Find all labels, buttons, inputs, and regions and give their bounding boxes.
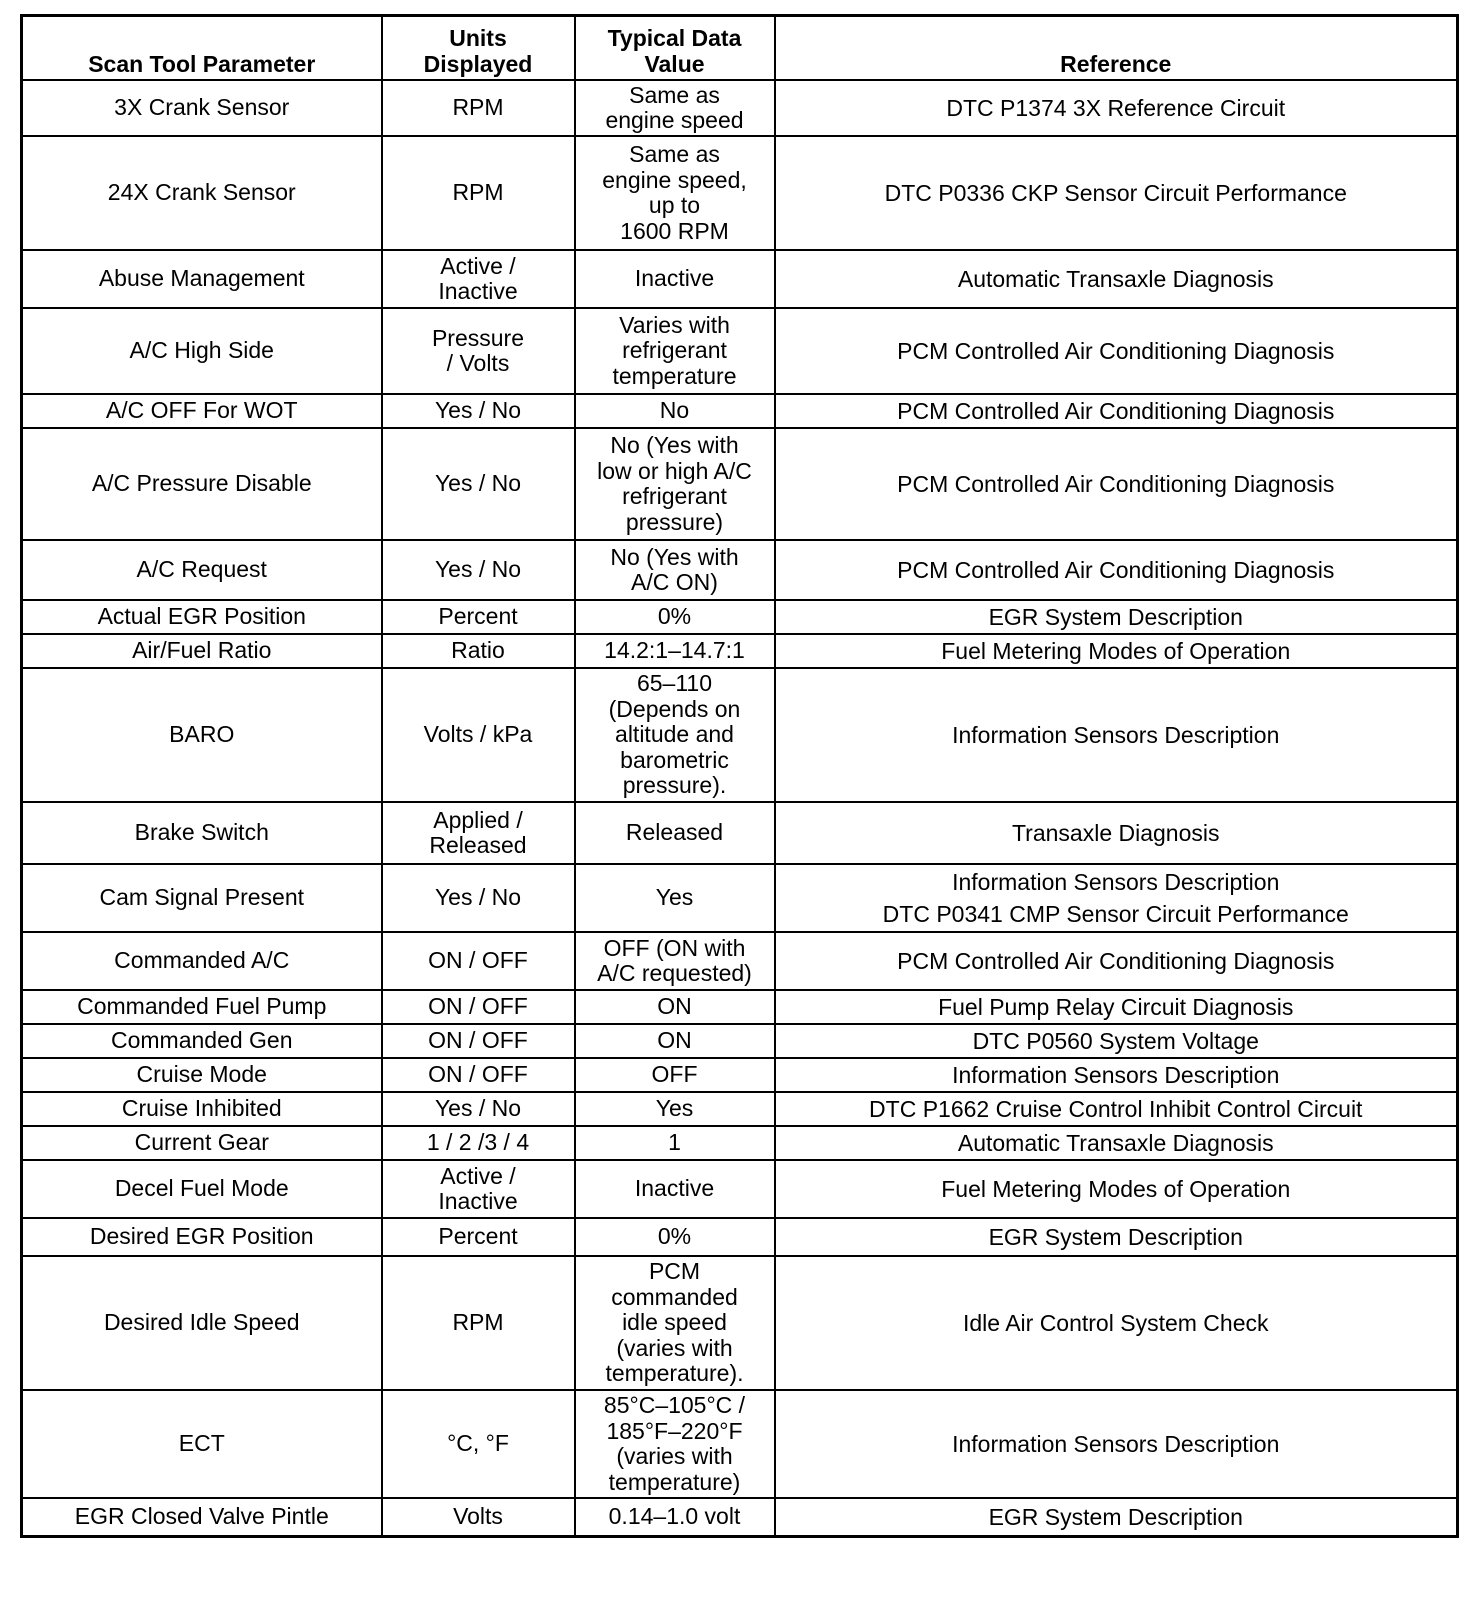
typical-value-cell: ON <box>575 990 775 1024</box>
units-cell: RPM <box>382 1256 575 1390</box>
table-row <box>22 308 1458 394</box>
reference-cell: DTC P0560 System Voltage <box>775 1024 1458 1058</box>
table-row <box>22 80 1458 136</box>
reference-cell: EGR System Description <box>775 1498 1458 1536</box>
typical-value-cell: Varies with refrigerant temperature <box>575 308 775 394</box>
column-header-parameter: Scan Tool Parameter <box>22 16 382 81</box>
reference-cell: Information Sensors Description <box>775 1390 1458 1498</box>
typical-value-cell: 0.14–1.0 volt <box>575 1498 775 1536</box>
typical-value-cell: 0% <box>575 600 775 634</box>
table-row <box>22 1390 1458 1498</box>
reference-cell: Idle Air Control System Check <box>775 1256 1458 1390</box>
typical-value-cell: No (Yes with low or high A/C refrigerant pressure) <box>575 428 775 540</box>
column-header-reference: Reference <box>775 16 1458 81</box>
reference-cell: PCM Controlled Air Conditioning Diagnosis <box>775 394 1458 428</box>
typical-value-cell: 0% <box>575 1218 775 1256</box>
reference-cell: EGR System Description <box>775 1218 1458 1256</box>
reference-cell: DTC P0336 CKP Sensor Circuit Performance <box>775 136 1458 250</box>
table-row <box>22 1058 1458 1092</box>
typical-value-cell: Released <box>575 802 775 864</box>
table-row <box>22 668 1458 802</box>
column-header-units: Units Displayed <box>382 16 575 81</box>
typical-value-cell: 1 <box>575 1126 775 1160</box>
typical-value-cell: Inactive <box>575 1160 775 1218</box>
parameter-cell: Desired Idle Speed <box>22 1256 382 1390</box>
parameter-cell: ECT <box>22 1390 382 1498</box>
parameter-cell: Commanded Fuel Pump <box>22 990 382 1024</box>
units-cell: Pressure / Volts <box>382 308 575 394</box>
reference-cell: Fuel Pump Relay Circuit Diagnosis <box>775 990 1458 1024</box>
table-row <box>22 1092 1458 1126</box>
units-cell: ON / OFF <box>382 1058 575 1092</box>
parameter-cell: A/C OFF For WOT <box>22 394 382 428</box>
units-cell: RPM <box>382 80 575 136</box>
typical-value-cell: Inactive <box>575 250 775 308</box>
parameter-cell: A/C Request <box>22 540 382 600</box>
table-row <box>22 250 1458 308</box>
typical-value-cell: 85°C–105°C / 185°F–220°F (varies with temperature) <box>575 1390 775 1498</box>
table-row <box>22 1160 1458 1218</box>
typical-value-cell: Same as engine speed, up to 1600 RPM <box>575 136 775 250</box>
table-row <box>22 634 1458 668</box>
units-cell: Ratio <box>382 634 575 668</box>
reference-cell: Fuel Metering Modes of Operation <box>775 1160 1458 1218</box>
parameter-cell: Current Gear <box>22 1126 382 1160</box>
units-cell: Yes / No <box>382 540 575 600</box>
table-row <box>22 1256 1458 1390</box>
table-row <box>22 1498 1458 1536</box>
table-row <box>22 394 1458 428</box>
typical-value-cell: No (Yes with A/C ON) <box>575 540 775 600</box>
units-cell: Yes / No <box>382 428 575 540</box>
reference-cell: Transaxle Diagnosis <box>775 802 1458 864</box>
typical-value-cell: Yes <box>575 864 775 932</box>
parameter-cell: Abuse Management <box>22 250 382 308</box>
reference-cell: Information Sensors Description <box>775 1058 1458 1092</box>
reference-cell: DTC P1374 3X Reference Circuit <box>775 80 1458 136</box>
units-cell: Percent <box>382 1218 575 1256</box>
reference-cell: PCM Controlled Air Conditioning Diagnosis <box>775 540 1458 600</box>
reference-cell: DTC P1662 Cruise Control Inhibit Control Circuit <box>775 1092 1458 1126</box>
reference-cell: Automatic Transaxle Diagnosis <box>775 250 1458 308</box>
reference-cell: PCM Controlled Air Conditioning Diagnosis <box>775 308 1458 394</box>
parameter-cell: Cruise Mode <box>22 1058 382 1092</box>
typical-value-cell: Yes <box>575 1092 775 1126</box>
parameter-cell: Brake Switch <box>22 802 382 864</box>
parameter-cell: Commanded Gen <box>22 1024 382 1058</box>
units-cell: ON / OFF <box>382 932 575 990</box>
units-cell: ON / OFF <box>382 1024 575 1058</box>
typical-value-cell: OFF (ON with A/C requested) <box>575 932 775 990</box>
parameter-cell: 24X Crank Sensor <box>22 136 382 250</box>
table-row <box>22 864 1458 932</box>
parameter-cell: Decel Fuel Mode <box>22 1160 382 1218</box>
parameter-cell: Cruise Inhibited <box>22 1092 382 1126</box>
table-header-row <box>22 16 1458 81</box>
reference-cell: EGR System Description <box>775 600 1458 634</box>
typical-value-cell: ON <box>575 1024 775 1058</box>
units-cell: Volts <box>382 1498 575 1536</box>
units-cell: Active / Inactive <box>382 1160 575 1218</box>
parameter-cell: Air/Fuel Ratio <box>22 634 382 668</box>
reference-cell: PCM Controlled Air Conditioning Diagnosis <box>775 932 1458 990</box>
table-row <box>22 990 1458 1024</box>
table-row <box>22 1126 1458 1160</box>
reference-cell: Information Sensors Description DTC P0341 CMP Sensor Circuit Performance <box>775 864 1458 932</box>
units-cell: Active / Inactive <box>382 250 575 308</box>
parameter-cell: BARO <box>22 668 382 802</box>
column-header-value: Typical Data Value <box>575 16 775 81</box>
reference-cell: Automatic Transaxle Diagnosis <box>775 1126 1458 1160</box>
units-cell: Applied / Released <box>382 802 575 864</box>
typical-value-cell: OFF <box>575 1058 775 1092</box>
reference-cell: Information Sensors Description <box>775 668 1458 802</box>
units-cell: Percent <box>382 600 575 634</box>
units-cell: RPM <box>382 136 575 250</box>
units-cell: °C, °F <box>382 1390 575 1498</box>
parameter-cell: Actual EGR Position <box>22 600 382 634</box>
typical-value-cell: No <box>575 394 775 428</box>
parameter-cell: EGR Closed Valve Pintle <box>22 1498 382 1536</box>
reference-cell: Fuel Metering Modes of Operation <box>775 634 1458 668</box>
parameter-cell: A/C High Side <box>22 308 382 394</box>
units-cell: Yes / No <box>382 394 575 428</box>
parameter-cell: Commanded A/C <box>22 932 382 990</box>
table-row <box>22 802 1458 864</box>
table-row <box>22 428 1458 540</box>
table-row <box>22 1024 1458 1058</box>
table-row <box>22 932 1458 990</box>
units-cell: Volts / kPa <box>382 668 575 802</box>
reference-cell: PCM Controlled Air Conditioning Diagnosis <box>775 428 1458 540</box>
typical-value-cell: Same as engine speed <box>575 80 775 136</box>
units-cell: ON / OFF <box>382 990 575 1024</box>
units-cell: 1 / 2 /3 / 4 <box>382 1126 575 1160</box>
table-row <box>22 136 1458 250</box>
table-body <box>22 80 1458 1536</box>
scan-tool-data-table <box>20 14 1459 1538</box>
parameter-cell: Cam Signal Present <box>22 864 382 932</box>
table-row <box>22 600 1458 634</box>
parameter-cell: 3X Crank Sensor <box>22 80 382 136</box>
table-row <box>22 540 1458 600</box>
table-row <box>22 1218 1458 1256</box>
units-cell: Yes / No <box>382 1092 575 1126</box>
typical-value-cell: 14.2:1–14.7:1 <box>575 634 775 668</box>
typical-value-cell: PCM commanded idle speed (varies with temperature). <box>575 1256 775 1390</box>
typical-value-cell: 65–110 (Depends on altitude and barometric pressure). <box>575 668 775 802</box>
units-cell: Yes / No <box>382 864 575 932</box>
parameter-cell: Desired EGR Position <box>22 1218 382 1256</box>
parameter-cell: A/C Pressure Disable <box>22 428 382 540</box>
